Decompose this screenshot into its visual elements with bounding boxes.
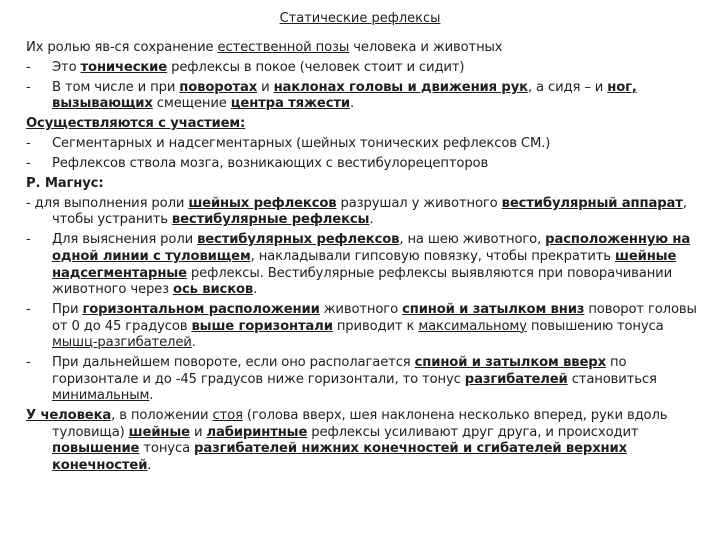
heading-text: Р. Магнус: [26, 175, 104, 191]
term-back-up: спиной и затылком вверх [414, 355, 606, 371]
text: рефлексы в покое (человек стоит и сидит) [167, 59, 465, 75]
text: смещение [152, 96, 231, 112]
term-legs: ног, вызывающих [52, 79, 637, 112]
term-neck-reflexes: шейных рефлексов [188, 195, 337, 211]
term-extensors: разгибателей [464, 371, 568, 387]
term-neck-suprasegmental: шейные надсегментарные [52, 248, 677, 281]
text: тонуса [139, 441, 195, 457]
list-item-brainstem [26, 156, 698, 176]
term-above-horizontal: выше горизонтали [191, 318, 333, 334]
text: - для выполнения роли [26, 195, 189, 211]
term-vestibular-apparatus: вестибулярный аппарат [501, 195, 683, 211]
slide-body [26, 40, 698, 478]
term-vestibular-reflexes: вестибулярных рефлексов [197, 232, 400, 248]
term-back-down: спиной и затылком вниз [402, 301, 585, 317]
text: приводит к [332, 318, 419, 334]
term-temple-axis: ось висков [173, 282, 254, 298]
term-turns: поворотах [179, 79, 258, 95]
bullet-dash: - [26, 355, 31, 371]
term-center-gravity: центра тяжести [230, 96, 350, 112]
text: . [349, 96, 355, 112]
text: , а сидя – и [527, 79, 608, 95]
text: . [369, 212, 374, 228]
text: При дальнейшем повороте, если оно располагается [52, 355, 415, 371]
term-maximal: максимальному [418, 318, 527, 334]
text: животного [319, 301, 403, 317]
text: рефлексы усиливают друг друга, и происходит [307, 424, 639, 440]
term-limb-muscles: разгибателей нижних конечностей и сгибателей верхних конечностей [52, 441, 627, 473]
text: Это [52, 59, 81, 75]
term-human: У человека [26, 408, 112, 424]
list-item-tonic [26, 60, 698, 80]
term-horizontal-position: горизонтальном расположении [82, 301, 320, 317]
list-item-horizontal [26, 302, 698, 355]
bullet-dash: - [26, 136, 31, 152]
text: . [149, 388, 154, 404]
term-neck: шейные [128, 424, 190, 440]
text: . [147, 457, 152, 473]
text: человека и животных [349, 40, 503, 55]
text: , в положении [111, 408, 213, 424]
term-minimal: минимальным [52, 388, 150, 404]
text: становиться [567, 371, 657, 387]
term-head-tilts: наклонах головы и движения рук [273, 79, 528, 95]
text: рефлексы. Вестибулярные рефлексы выявляются при поворачивании животного через [52, 265, 673, 298]
slide-title: Статические рефлексы [279, 11, 441, 26]
term-standing: стоя [212, 408, 243, 424]
paragraph-human [26, 408, 698, 478]
text: повышению тонуса [526, 318, 664, 334]
term-labyrinth: лабиринтные [206, 424, 308, 440]
term-increase: повышение [52, 441, 140, 457]
list-item-segmental [26, 136, 698, 156]
heading-magnus [26, 176, 698, 196]
bullet-dash: - [26, 59, 31, 75]
text: Сегментарных и надсегментарных (шейных тонических рефлексов СМ.) [52, 136, 551, 152]
text: и [189, 424, 207, 440]
text: и [257, 79, 274, 95]
text: , накладывали гипсовую повязку, чтобы прекратить [250, 248, 615, 264]
text: В том числе и при [52, 79, 180, 95]
text: , на шею животного, [399, 232, 546, 248]
list-item-further-turn [26, 355, 698, 408]
term-natural-posture: естественной позы [217, 40, 350, 55]
list-item-vestibular [26, 232, 698, 302]
bullet-dash: - [26, 301, 31, 317]
text: Для выяснения роли [52, 232, 198, 248]
bullet-dash: - [26, 79, 31, 95]
text: (голова вверх, шея наклонена несколько вперед, руки вдоль туловища) [52, 408, 668, 440]
text: разрушал у животного [336, 195, 502, 211]
term-vestibular-reflexes: вестибулярные рефлексы [171, 212, 370, 228]
term-same-line: расположенную на одной линии с туловищем [52, 232, 691, 264]
text: . [191, 335, 196, 351]
bullet-dash: - [26, 232, 31, 248]
paragraph-neck-reflexes [26, 196, 698, 232]
list-item-turns [26, 80, 698, 116]
text: . [253, 282, 258, 298]
heading-participation [26, 116, 698, 136]
term-extensors: мышц-разгибателей [52, 335, 192, 351]
text: Их ролью яв-ся сохранение [26, 40, 218, 55]
text: Рефлексов ствола мозга, возникающих с вестибулорецепторов [52, 156, 489, 172]
bullet-dash: - [26, 156, 31, 172]
term-tonic: тонические [80, 59, 168, 75]
heading-text: Осуществляются с участием: [26, 116, 246, 132]
text: поворот головы от 0 до 45 градусов [52, 301, 697, 334]
text: по горизонтале и до -45 градусов ниже горизонтали, то тонус [52, 355, 627, 387]
paragraph-role [26, 40, 698, 60]
text: , чтобы устранить [52, 195, 687, 228]
text: При [52, 301, 83, 317]
